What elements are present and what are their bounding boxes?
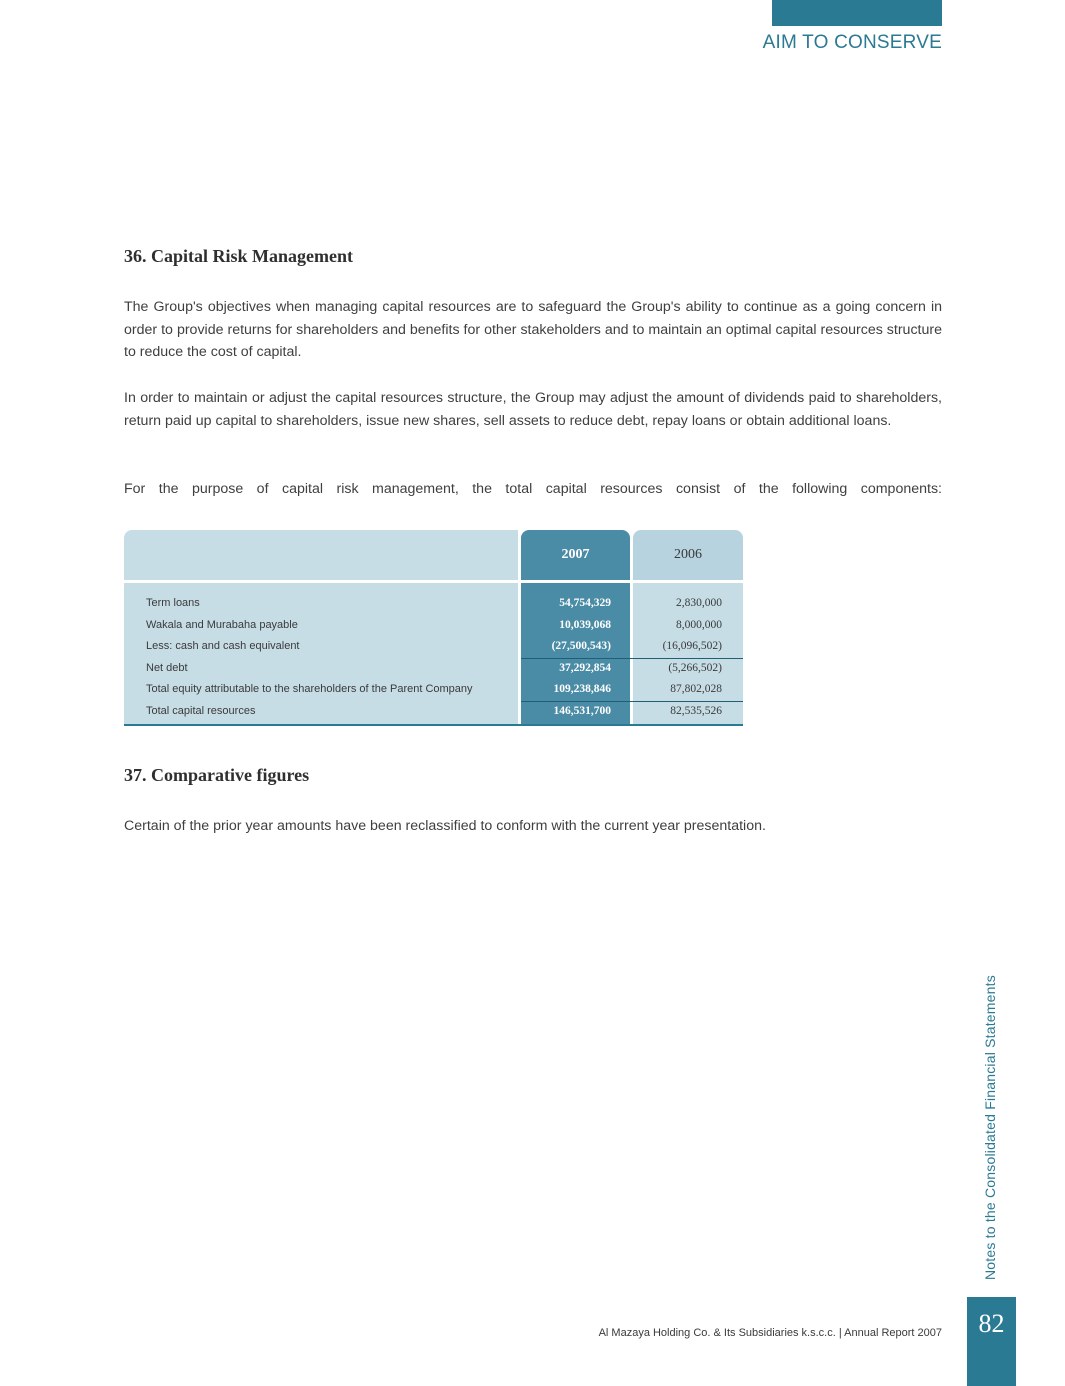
table-header-2007: 2007: [521, 530, 630, 580]
page-number-box: [967, 1297, 1016, 1386]
row-value-2007: 146,531,700: [553, 704, 611, 717]
row-value-2007: 109,238,846: [553, 683, 611, 695]
table-row: [124, 679, 743, 701]
row-value-2007: (27,500,543): [551, 640, 611, 652]
table-row: [124, 636, 743, 658]
section-37-paragraph: Certain of the prior year amounts have been reclassified to conform with the current year presentation.: [124, 818, 766, 834]
table-header-2006: 2006: [633, 530, 743, 580]
table-body: [124, 583, 743, 724]
section-36-paragraph-3: For the purpose of capital risk management, the total capital resources consist of the following components:: [124, 481, 942, 497]
row-value-2006: 82,535,526: [670, 704, 722, 717]
table-header-label-cell: [124, 530, 518, 580]
row-value-2006: 87,802,028: [670, 683, 722, 695]
section-36-paragraph-2: In order to maintain or adjust the capital resources structure, the Group may adjust the amount of dividends paid to shareholders, return paid up capital to shareholders, issue new shares, sell assets to reduce debt, repay loans or obtain additional loans.: [124, 390, 942, 429]
page-number: 82: [978, 1309, 1005, 1338]
row-value-2007: 10,039,068: [559, 618, 611, 631]
row-label: Wakala and Murabaha payable: [146, 618, 298, 631]
row-value-2006: (5,266,502): [668, 661, 722, 674]
row-label: Term loans: [146, 597, 200, 609]
row-value-2007: 54,754,329: [559, 597, 611, 609]
row-label: Net debt: [146, 661, 188, 674]
header-accent-bar: [772, 0, 942, 26]
table-bottom-rule: [124, 724, 743, 726]
side-section-label: Notes to the Consolidated Financial Statements: [982, 975, 998, 1280]
row-label: Total equity attributable to the shareholders of the Parent Company: [146, 683, 473, 695]
section-36-heading: 36. Capital Risk Management: [124, 246, 353, 266]
table-row: [124, 658, 743, 680]
table-row: [124, 593, 743, 615]
row-value-2006: 2,830,000: [676, 597, 722, 609]
row-value-2006: 8,000,000: [676, 618, 722, 631]
row-label: Less: cash and cash equivalent: [146, 640, 300, 652]
table-row: [124, 615, 743, 637]
header-brand: AIM TO CONSERVE: [762, 32, 942, 53]
section-36-paragraph-1: The Group's objectives when managing capital resources are to safeguard the Group's ability to continue as a going concern in order to provide returns for shareholders and benefits for other stakeholders and to maintain an optimal capital resources structure to reduce the cost of capital.: [124, 299, 942, 360]
table-row: [124, 701, 743, 723]
row-value-2007: 37,292,854: [559, 661, 611, 674]
section-37-heading: 37. Comparative figures: [124, 765, 310, 785]
row-value-2006: (16,096,502): [662, 640, 722, 652]
table-header: [124, 530, 743, 580]
footer-text: Al Mazaya Holding Co. & Its Subsidiaries k.s.c.c. | Annual Report 2007: [598, 1327, 942, 1339]
capital-resources-table: [124, 530, 743, 717]
row-label: Total capital resources: [146, 704, 256, 717]
